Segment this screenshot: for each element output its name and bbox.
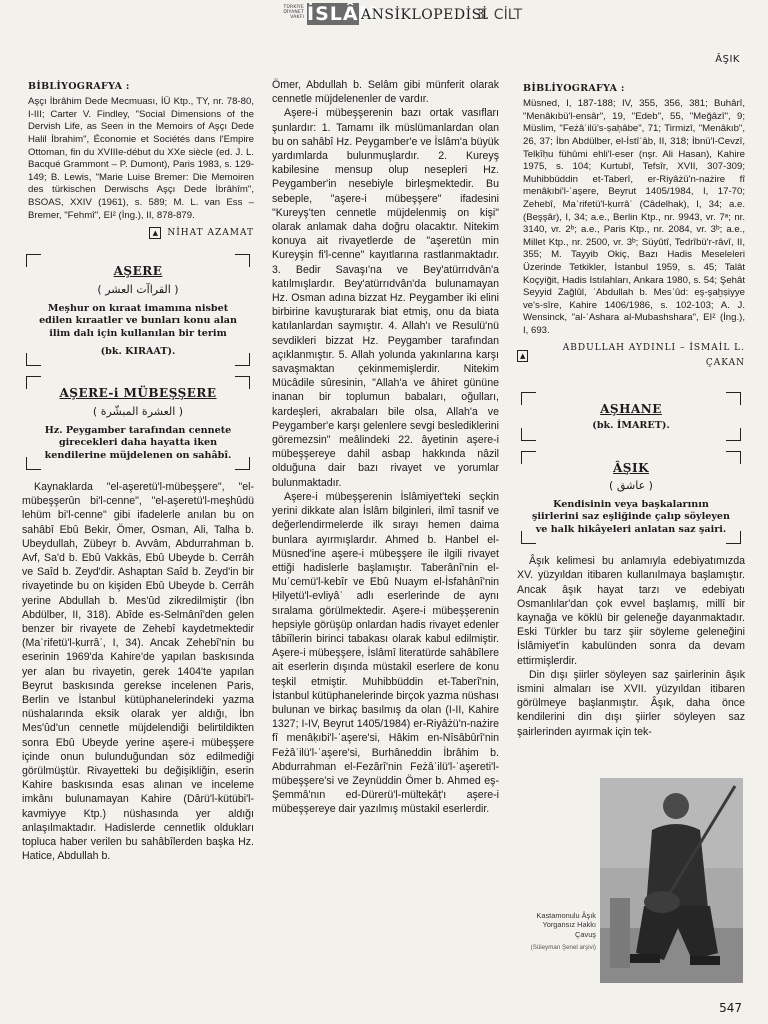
article-author: ▲ NİHAT AZAMAT bbox=[22, 226, 254, 240]
publisher-label: TÜRKİYE DİYANET VAKFI bbox=[283, 5, 304, 20]
entry-title: ÂŞIK bbox=[612, 460, 650, 475]
entry-box-asik bbox=[521, 451, 741, 545]
author-mark-icon: ▲ bbox=[517, 350, 528, 362]
bibliography-text: Aşçı İbrâhim Dede Mecmuası, İÜ Ktp., TY, nr. 78-80, I-III; Carter V. Findley, "Social Dimensions of the Dervish Life, as Seen in the Memoirs of Aşçı Dede Halil İbrahim", Économie et Sociétés dans l'Empire Ottoman, fin du XVIIIe-début du XXe siècle (ed. J. L. Bacqué Grammont – P. Dumont), Paris 1983, s. 129-149; B. Lewis, "Marie Luise Bremer: Die Memoiren des türkischen Derwischs Aşçı Dede İbrâhîm", BSOAS, XXIV (1961), s. 589; M. L. van Ess – Bremer, "Fehmî", EI² (İng.), II, 878-879. bbox=[28, 96, 254, 221]
column-3 bbox=[517, 82, 745, 739]
column-2 bbox=[272, 78, 499, 817]
bibliography-heading: BİBLİYOGRAFYA : bbox=[28, 81, 130, 92]
entry-title: AŞERE-i MÜBEŞŞERE bbox=[59, 386, 217, 401]
photo-illustration bbox=[600, 778, 743, 983]
entry-box-asere bbox=[26, 254, 250, 366]
entry-arabic: ( القراآت العشر ) bbox=[97, 282, 179, 296]
entry-definition: Kendisinin veya başkalarının şiirlerini saz eşliğinde çalıp söyleyen ve halk hikâyeleri anlatan saz şairi. bbox=[531, 498, 730, 535]
column-1 bbox=[22, 80, 254, 863]
article-authors: ▲ ABDULLAH AYDINLI – İSMAİL L. ÇAKAN bbox=[517, 341, 745, 369]
entry-reference: (bk. KIRAAT). bbox=[100, 345, 176, 357]
encyclopedia-title: ANSİKLOPEDİSİ bbox=[361, 7, 488, 23]
page-number: 547 bbox=[719, 1001, 742, 1015]
islam-logo: İSLÂM bbox=[307, 3, 379, 25]
entry-box-ashane bbox=[521, 392, 741, 441]
entry-reference: (bk. İMARET). bbox=[592, 420, 670, 432]
entry-box-asere-i-mubessere bbox=[26, 376, 250, 470]
body-paragraph: Âşık kelimesi bu anlamıyla edebiyatımızda XV. yüzyıldan itibaren kullanılmaya başlamıştır. Ancak âşık hayat tarzı ve edebiyatı Osmanlılar'dan çok evvel başlamış, millî bir kaynağa ve köklü bir geleneğe dayanmaktadır. Eski Türkler bu tarz şiir söyleme geleneğini İslâmiyet'in kabulünden sonra da devam ettirmişlerdir. bbox=[517, 555, 745, 667]
volume-label: 3. CİLT bbox=[476, 7, 523, 23]
entry-title: AŞHANE bbox=[600, 401, 662, 416]
body-paragraph: Din dışı şiirler söyleyen saz şairlerinin âşık ismini almaları ise XVII. yüzyıldan itibaren görülmeye başlanmıştır. Âşık, daha önce kendilerini din dışı şiirler söyleyen saz şairlerinden ayırmak için tek- bbox=[517, 668, 745, 738]
page-header bbox=[0, 0, 768, 34]
entry-arabic: ( عاشق ) bbox=[609, 478, 653, 492]
entry-title: AŞERE bbox=[113, 264, 163, 279]
body-paragraph: Aşere-i mübeşşerenin İslâmiyet'teki seçkin yerini dikkate alan İslâm bilginleri, ilmî tasnif ve değerlendirmelerde ilk sırayı hemen daima bunlara ayırmışlardır. Ahmed b. Hanbel el-Müsned'ine aşere-i mübeşşere ile ilgili rivayet ettiği hadislerle başlamıştır. Taberânî'nin el-Muʿcemü'l-kebîr ve Ebû Nuaym el-İsfahânî'nin Ḥilyetü'l-evliyâʾ adlı eserlerinde de aynı sıralama görülmektedir. Aşere-i mübeşşerenin hepsiyle görüşüp onlardan hadis rivayet edenler tâbiîlerin birinci tabakası olarak kabul edilmiştir. Aşere-i mübeşşere, İslâmî literatürde sahâbîlere ait eserlerin dışında müstakil eserlere de konu teşkil etmiştir. Muhibbüddin et-Taberî'nin, İstanbul kütüphanelerinde birçok yazma nüshası bulunan ve birkaç basılmış da olan (I-II, Kahire 1327; I-IV, Beyrut 1405/1984) er-Riyâżü'n-nażire fî menâḳıbi'l-ʿaşere'si, Hâkim en-Nîsâbûrî'nin Feżâʾilü'l-ʿaşere'si, Burhâneddin İbrâhim b. Abdurrahman el-Fezârî'nin Feżâʾilü'l-ʿaşereti'l-mübeşşere'si ve Zeynüddin Ömer b. Ahmed eş-Şemmâ'nın ed-Dürerü'l-mülteḳāṭ'ı aşere-i mübeşşereye dair yazılmış müstakil eserlerdir. bbox=[272, 490, 499, 816]
entry-definition: Meşhur on kıraat imamına nisbet edilen kıraatler ve bunları konu alan ilim dalı için kullanılan bir terim bbox=[39, 302, 237, 339]
author-mark-icon: ▲ bbox=[149, 227, 161, 239]
body-paragraph: Aşere-i mübeşşerenin bazı ortak vasıfları şunlardır: 1. Tamamı ilk müslümanlardan olan bu on sahâbî Hz. Peygamber'e ve İslâm'a büyük yardımlarda bulunmuşlardır. 2. Kureyş kabilesine mensup olup nesepleri Hz. Peygamber'in nesebiyle birleşmektedir. Bu sebeple, "aşere-i mübeşşere" ifadesini "Kureyş'ten cennetle müjdelenmiş on kişi" olarak anlamak daha doğru olacaktır. Nitekim konuya ait rivayetlerde de "aşeretün min Kureyşin fi'l-cenne" kayıtlarına rastlanmaktadır. 3. Bedir Savaşı'na ve Bey'atürrıdvân'a katılmışlardır. Bey'atürrıdvân'da bulunamayan Hz. Osman adına bizzat Hz. Peygamber iki elini birbirine kavuşturarak biat etmiş, onu da biata katılanlardan saymıştır. 4. Allah'ı ve Resulü'nü sevdikleri bizzat Hz. Peygamber tarafından açıklanmıştır. 5. Allah yolunda yakınlarına karşı savaşmaktan çekinmemişlerdir. Nitekim Mücâdile sûresinin, "Allah'a ve âhiret gününe inanan bir toplumun babaları, oğulları, kardeşleri, akrabaları bile olsa, Allah'a ve Peygamber'e karşı gelenlere sevgi beslediklerini göremezsin" meâlindeki 22. âyetinin aşere-i mübeşşereye dahil asbap hakkında nâzil olduğuna dair bazı rivayet ve yorumlar bulunmaktadır. bbox=[272, 107, 499, 489]
bibliography-text: Müsned, I, 187-188; IV, 355, 356, 381; Buhârî, "Menâkıbü'l-ensâr", 19, "Edeb", 55, "Meğâzî", 9; Müslim, "Feżâʾilü's-ṣaḥâbe", 71; Tirmizî, "Menâkıb", 26, 37; İbn Abdülber, el-İstîʿâb, II, 318; İbnü'l-Cevzî, Telḳīḥu fühûmi ehli'l-eser (nşr. Ali Hasan), Kahire 1975, s. 104; Kurtubî, Tefsîr, XVII, 307-309; Muhibbüddin et-Taberî, er-Riyâżü'n-nażire fî menâḳıbi'l-ʿaşere, Beyrut 1405/1984, I, 17-70; Zehebî, Maʿrifetü'l-ḳurrâʾ (Câdelhak), I, 34; a.e. (Beşşâr), I, 34; a.e., Berlin Ktp., nr. 9943, vr. 7ᵃ; nr. 3140, vr. 2ᵇ; a.e., Paris Ktp., nr. 2084, vr. 3ᵇ; a.e., Millet Ktp., nr. 2500, vr. 3ᵇ; Süyûtî, Tedrîbü'r-râvî, II, 355; M. Tayyib Okiç, Bazı Hadis Meseleleri Üzerinde Tetkikler, İstanbul 1959, s. 45; Talât Koçyiğit, Hadis Istılahları, Ankara 1980, s. 54; Şehât Seyyid Zağlûl, ʿAbdullah b. Mesʿûd: eş-şaḫṣiyye ve's-sîre, Kahire 1406/1986, s. 102-103; A. J. Wensinck, "al-ʿAshara al-Mubashshara", EI² (İng.), I, 693. bbox=[523, 98, 745, 336]
entry-definition: Hz. Peygamber tarafından cennete girecekleri daha hayatta iken kendilerine müjdelenen on sahâbî. bbox=[44, 424, 232, 461]
entry-arabic: ( العشرة المبشّرة ) bbox=[92, 404, 184, 418]
photo-source: (Süleyman Şenel arşivi) bbox=[530, 944, 596, 952]
bibliography-heading: BİBLİYOGRAFYA : bbox=[523, 83, 625, 94]
running-head: ÂŞIK bbox=[715, 54, 740, 65]
body-paragraph: Kaynaklarda "el-aşeretü'l-mübeşşere", "el-mübeşşerûn bi'l-cenne", "el-aşeretü'l-meşhûdü lehüm bi'l-cenne" gibi ifadelerle anılan bu on sahâbî Ebû Bekir, Ömer, Osman, Ali, Talha b. Ubeydullah, Zübeyr b. Avvâm, Abdurrahman b. Avf, Sa'd b. Ebû Vakkās, Ebû Ubeyde b. Cerrâh ve Saîd b. Zeyd'dir. Ashaptan Saîd b. Zeyd'in bir rivayetinde bu on kişiden Ebû Ubeyde b. Cerrâh yerine Abdullah b. Mes'ûd zikredilmiştir (İbn Abdülber, II, 318). Abîde es-Selmânî'den gelen benzer bir rivayete de Zehebî kaydetmektedir (Maʿrifetü'l-ḳurrâʾ, I, 34). Ancak Zehebî'nin bu eserinin 1969'da Kahire'de yapılan baskısında yer alan bu rivayetin, gerek 1404'te yapılan Beyrut baskısında gerekse incelenen Paris, Berlin ve İstanbul kütüphanelerindeki yazma nüshalarında eksik olarak yer aldığı, İbn Mes'ûd'un cennetle müjdelendiği belirtildikten sonra Ebû Ubeyde yerine aşere-i mübeşşere içinde onun bulunduğundan söz edilmediği görülmüştür. Rivayetteki bu değişikliğin, eserin Kahire baskısında esas alınan ve inceleme imkânı bulunamayan Kahire (Dârü'l-kütübi'l-kavmiyye Ktp.) nüshasında yer aldığı anlaşılmaktadır. Hadislerde cennetlik oldukları topluca haber verilen bu sahâbîlerden başka Hz. Hatice, Abdullah b. bbox=[22, 481, 254, 863]
body-paragraph: Ömer, Abdullah b. Selâm gibi münferit olarak cennetle müjdelenenler de vardır. bbox=[272, 79, 499, 106]
photo-caption: Kastamonulu Âşık Yorgansız Hakkı Çavuş (Süleyman Şenel arşivi) bbox=[520, 911, 596, 953]
photo-asik-hakki-cavus bbox=[600, 778, 743, 983]
